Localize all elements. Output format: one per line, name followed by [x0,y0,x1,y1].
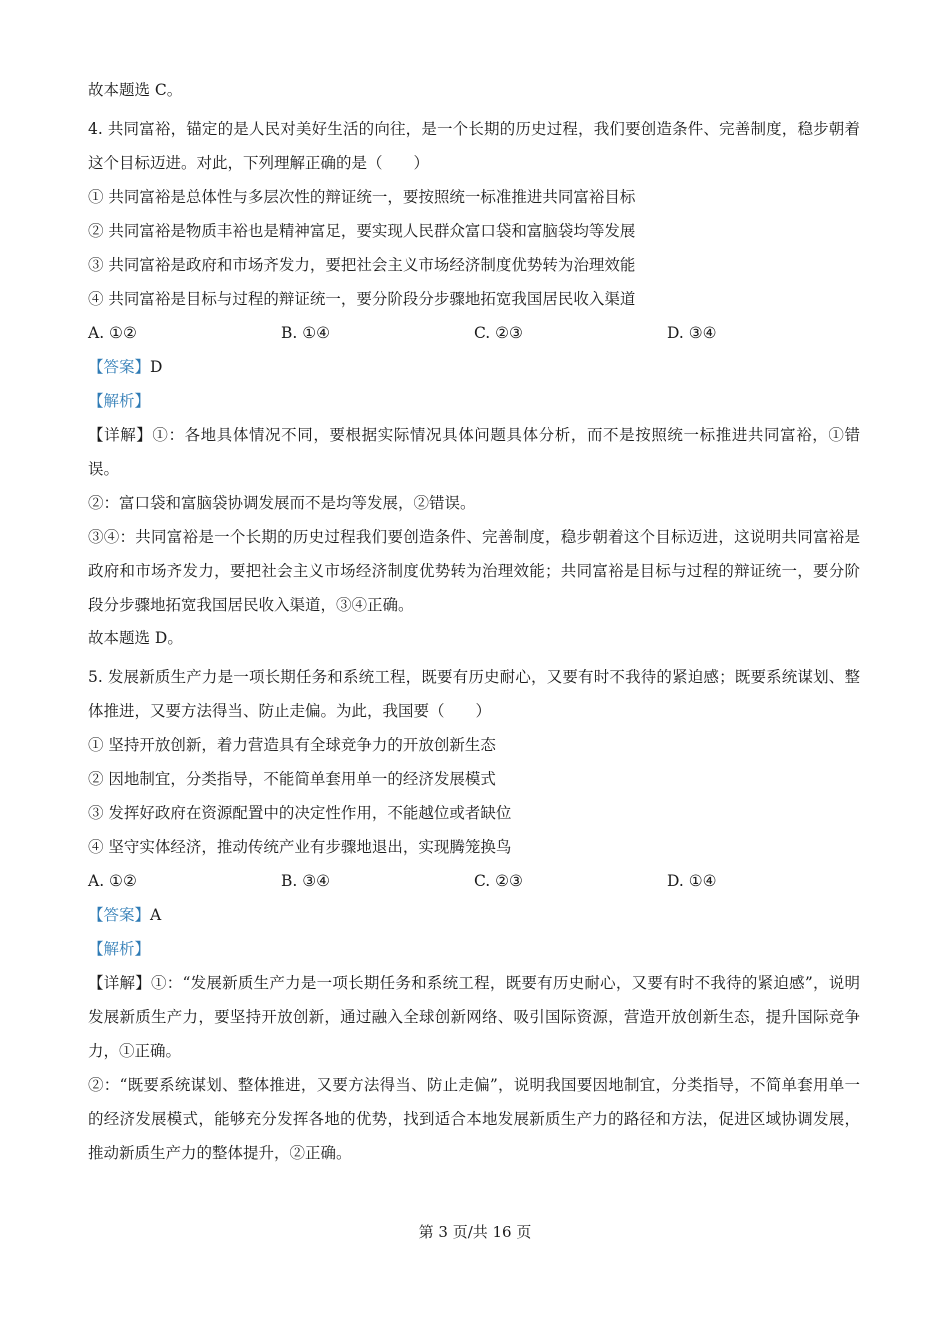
q4-item-2: ② 共同富裕是物质丰裕也是精神富足，要实现人民群众富口袋和富脑袋均等发展 [88,222,636,240]
q5-item-2: ② 因地制宜，分类指导，不能简单套用单一的经济发展模式 [88,770,496,788]
q5-option-b: B. ③④ [281,872,331,890]
q4-item-4: ④ 共同富裕是目标与过程的辩证统一，要分阶段分步骤地拓宽我国居民收入渠道 [88,290,636,308]
q5-stem: 5. 发展新质生产力是一项长期任务和系统工程，既要有历史耐心，又要有时不我待的紧迫感；既要系统谋划、整体推进，又要方法得当、防止走偏。为此，我国要（ ） [88,668,860,720]
answer-tag: 【答案】 [88,906,151,924]
page-footer: 第 3 页/共 16 页 [418,1223,532,1241]
q5-answer-value: A [150,906,162,924]
q4-detail-text-1: ①：各地具体情况不同，要根据实际情况具体问题具体分析，而不是按照统一标推进共同富裕，①错误。 [88,426,860,478]
q5-option-c: C. ②③ [474,872,523,890]
q5-detail-text-1: ①：“发展新质生产力是一项长期任务和系统工程，既要有历史耐心，又要有时不我待的紧迫感”，说明发展新质生产力，要坚持开放创新，通过融入全球创新网络、吸引国际资源，营造开放创新生态，提升国际竞争力，①正确。 [88,974,860,1060]
q5-option-d: D. ①④ [667,872,717,890]
detail-tag: 【详解】 [88,426,153,444]
answer-tag: 【答案】 [88,358,151,376]
q4-item-3: ③ 共同富裕是政府和市场齐发力，要把社会主义市场经济制度优势转为治理效能 [88,256,636,274]
document-page [88,78,860,1170]
q5-analysis [88,932,860,966]
q5-item-4: ④ 坚守实体经济，推动传统产业有步骤地退出，实现腾笼换鸟 [88,838,512,856]
q4-options [88,316,860,350]
detail-tag: 【详解】 [88,974,151,992]
q4-detail-3: ③④：共同富裕是一个长期的历史过程我们要创造条件、完善制度，稳步朝着这个目标迈进，这说明共同富裕是政府和市场齐发力，要把社会主义市场经济制度优势转为治理效能；共同富裕是目标与过程的辩证统一，要分阶段分步骤地拓宽我国居民收入渠道，③④正确。 [88,528,860,614]
q4-option-c: C. ②③ [474,324,523,342]
q4-option-b: B. ①④ [281,324,331,342]
q4-analysis [88,384,860,418]
q5-item-1: ① 坚持开放创新，着力营造具有全球竞争力的开放创新生态 [88,736,496,754]
q5-item-3: ③ 发挥好政府在资源配置中的决定性作用，不能越位或者缺位 [88,804,512,822]
q4-detail-2: ②：富口袋和富脑袋协调发展而不是均等发展，②错误。 [88,494,476,512]
q5-options [88,864,860,898]
q4-item-1: ① 共同富裕是总体性与多层次性的辩证统一，要按照统一标准推进共同富裕目标 [88,188,636,206]
analysis-tag: 【解析】 [88,940,151,958]
q4-answer [88,350,860,384]
q4-conclusion: 故本题选 D。 [88,629,183,647]
q5-answer [88,898,860,932]
q4-detail-1 [88,418,860,486]
q5-detail-2: ②：“既要系统谋划、整体推进，又要方法得当、防止走偏”，说明我国要因地制宜，分类指导，不简单套用单一的经济发展模式，能够充分发挥各地的优势，找到适合本地发展新质生产力的路径和方法，促进区域协调发展，推动新质生产力的整体提升，②正确。 [88,1076,860,1162]
q5-option-a: A. ①② [88,872,137,890]
q4-stem: 4. 共同富裕，锚定的是人民对美好生活的向往，是一个长期的历史过程，我们要创造条件、完善制度，稳步朝着这个目标迈进。对此，下列理解正确的是（ ） [88,120,860,172]
q5-detail-1 [88,966,860,1068]
q3-conclusion: 故本题选 C。 [88,81,183,99]
q4-option-a: A. ①② [88,324,137,342]
analysis-tag: 【解析】 [88,392,151,410]
q4-answer-value: D [150,358,163,376]
q4-option-d: D. ③④ [667,324,717,342]
